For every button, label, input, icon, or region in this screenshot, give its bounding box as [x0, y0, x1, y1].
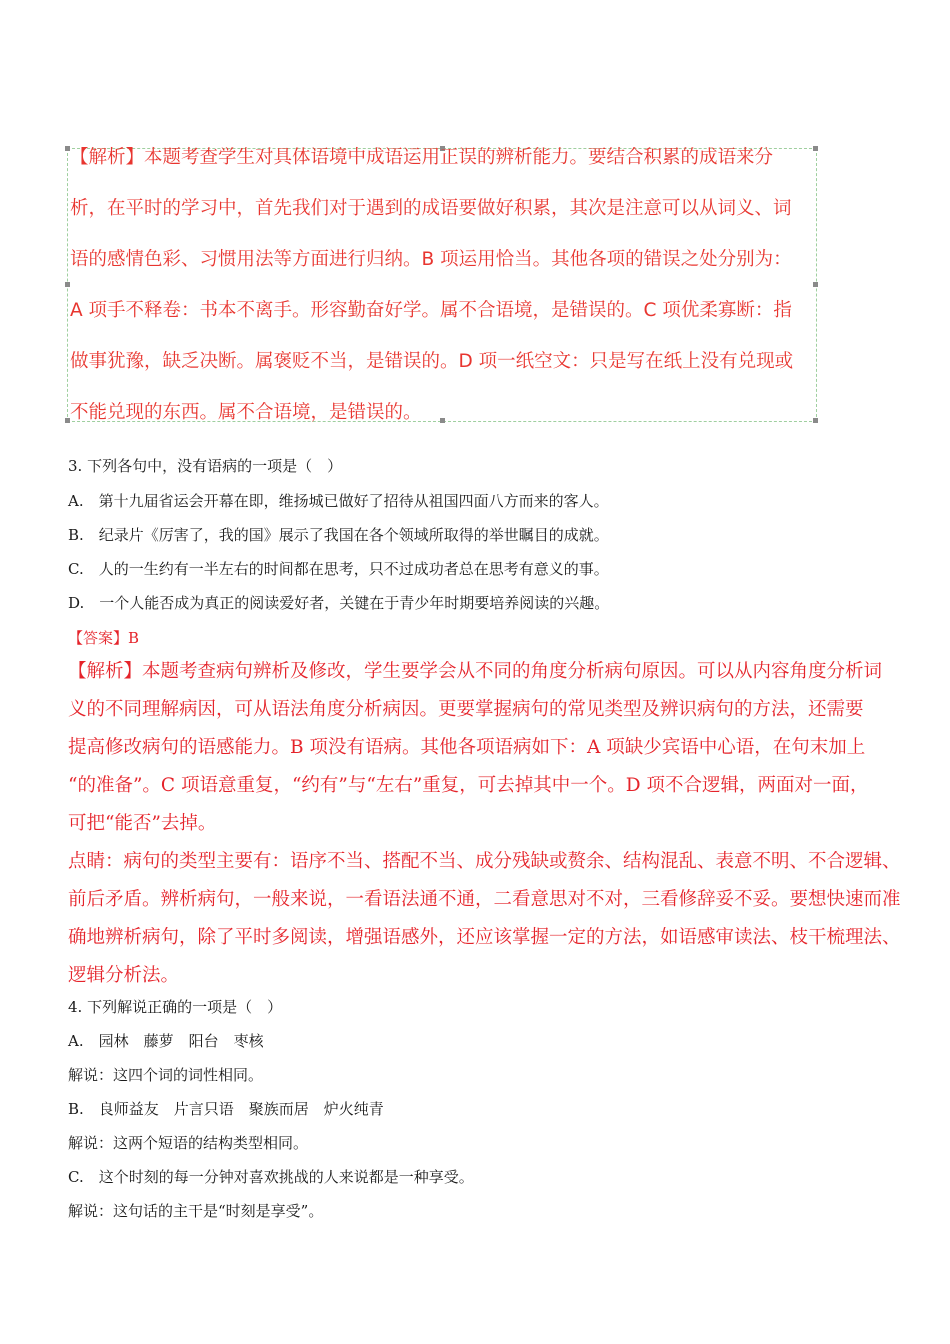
question-3-tip-line: 确地辨析病句，除了平时多阅读，增强语感外，还应该掌握一定的方法，如语感审读法、枝干梳理法、 [68, 927, 901, 948]
question-3-answer: 【答案】B [68, 629, 140, 647]
question-3-analysis-line: 【解析】本题考查病句辨析及修改，学生要学会从不同的角度分析病句原因。可以从内容角度分析词 [68, 661, 883, 682]
analysis-box-line: A 项手不释卷：书本不离手。形容勤奋好学。属不合语境，是错误的。C 项优柔寡断：指 [70, 300, 792, 321]
question-4-option-b: B. 良师益友 片言只语 聚族而居 炉火纯青 [68, 1100, 384, 1118]
question-3-option-c: C. 人的一生约有一半左右的时间都在思考，只不过成功者总在思考有意义的事。 [68, 560, 609, 578]
question-4-stem: 4. 下列解说正确的一项是（ ） [68, 998, 283, 1016]
question-3-tip-line: 逻辑分析法。 [68, 965, 180, 986]
question-3-analysis-line: 提高修改病句的语感能力。B 项没有语病。其他各项语病如下：A 项缺少宾语中心语，在句末加上 [68, 737, 866, 758]
analysis-box-line: 不能兑现的东西。属不合语境，是错误的。 [70, 402, 422, 423]
question-3-tip-line: 点睛：病句的类型主要有：语序不当、搭配不当、成分残缺或赘余、结构混乱、表意不明、不合逻辑、 [68, 851, 901, 872]
question-3-analysis-line: 可把“能否”去掉。 [68, 813, 217, 834]
question-4-explain-a: 解说：这四个词的词性相同。 [68, 1066, 264, 1084]
question-3-option-a: A. 第十九届省运会开幕在即，维扬城已做好了招待从祖国四面八方而来的客人。 [68, 492, 609, 510]
analysis-box-line: 语的感情色彩、习惯用法等方面进行归纳。B 项运用恰当。其他各项的错误之处分别为： [70, 249, 792, 270]
question-3-option-b: B. 纪录片《厉害了，我的国》展示了我国在各个领域所取得的举世瞩目的成就。 [68, 526, 609, 544]
question-3-option-d: D. 一个人能否成为真正的阅读爱好者，关键在于青少年时期要培养阅读的兴趣。 [68, 594, 610, 612]
question-3-tip-line: 前后矛盾。辨析病句，一般来说，一看语法通不通，二看意思对不对，三看修辞妥不妥。要想快速而准 [68, 889, 901, 910]
analysis-box-line: 做事犹豫，缺乏决断。属褒贬不当，是错误的。D 项一纸空文：只是写在纸上没有兑现或 [70, 351, 794, 372]
question-4-option-a: A. 园林 藤萝 阳台 枣核 [68, 1032, 264, 1050]
analysis-box-line: 【解析】本题考查学生对具体语境中成语运用正误的辨析能力。要结合积累的成语来分 [70, 147, 774, 168]
analysis-box-line: 析，在平时的学习中，首先我们对于遇到的成语要做好积累，其次是注意可以从词义、词 [70, 198, 792, 219]
question-3-stem: 3. 下列各句中，没有语病的一项是（ ） [68, 457, 343, 475]
question-3-analysis-line: “的准备”。C 项语意重复，“约有”与“左右”重复，可去掉其中一个。D 项不合逻辑，两面对一面， [68, 775, 869, 796]
question-4-explain-b: 解说：这两个短语的结构类型相同。 [68, 1134, 309, 1152]
question-4-explain-c: 解说：这句话的主干是“时刻是享受”。 [68, 1202, 324, 1220]
question-3-analysis-line: 义的不同理解病因，可从语法角度分析病因。更要掌握病句的常见类型及辨识病句的方法，还需要 [68, 699, 864, 720]
question-4-option-c: C. 这个时刻的每一分钟对喜欢挑战的人来说都是一种享受。 [68, 1168, 474, 1186]
